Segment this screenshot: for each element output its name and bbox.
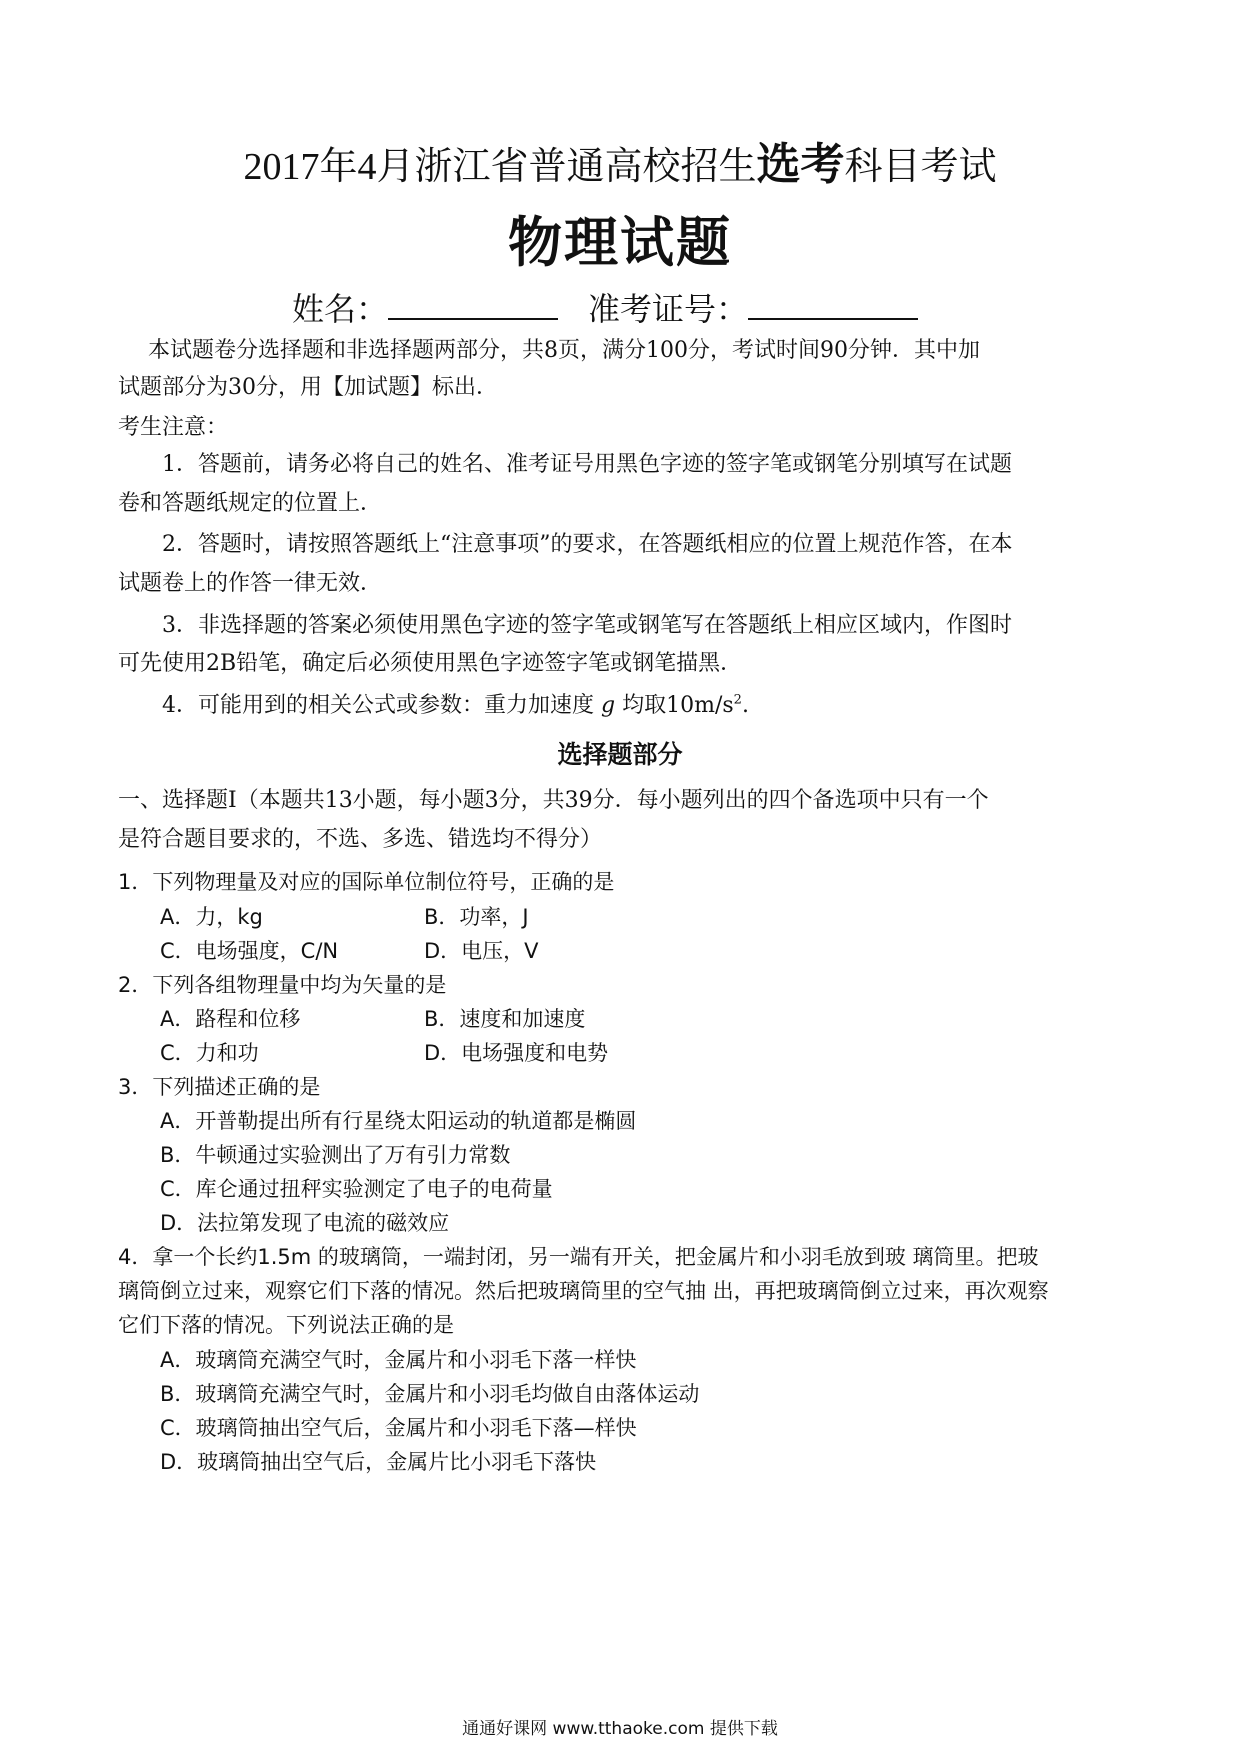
question-1-option-b: B．功率，J bbox=[424, 905, 529, 929]
exam-title bbox=[0, 128, 1240, 192]
question-3-option-c: C．库仑通过扭秤实验测定了电子的电荷量 bbox=[160, 1177, 553, 1201]
question-2-stem: 2．下列各组物理量中均为矢量的是 bbox=[118, 973, 447, 997]
question-4-option-a: A．玻璃筒充满空气时，金属片和小羽毛下落一样快 bbox=[160, 1348, 637, 1372]
question-4-stem-line-3: 它们下落的情况。下列说法正确的是 bbox=[118, 1313, 454, 1337]
intro-line-2: 试题部分为30分，用【加试题】标出． bbox=[118, 375, 498, 400]
title-part2: 科目考试 bbox=[844, 146, 997, 188]
candidate-fields bbox=[292, 284, 918, 330]
question-4-option-b: B．玻璃筒充满空气时，金属片和小羽毛均做自由落体运动 bbox=[160, 1382, 700, 1406]
footer-download-note: 通通好课网 www.tthaoke.com 提供下载 bbox=[462, 1719, 778, 1739]
question-2-option-a: A．路程和位移 bbox=[160, 1007, 301, 1031]
question-2-option-b: B．速度和加速度 bbox=[424, 1007, 586, 1031]
notice-item-4 bbox=[162, 688, 749, 719]
id-blank bbox=[748, 294, 918, 320]
question-1-option-a: A．力，kg bbox=[160, 905, 263, 929]
title-part1: 2017年4月浙江省普通高校招生 bbox=[243, 146, 757, 188]
question-1-option-d: D．电压，V bbox=[424, 939, 539, 963]
notice-item-3-line-1: 3．非选择题的答案必须使用黑色字迹的签字笔或钢笔写在答题纸上相应区域内，作图时 bbox=[162, 613, 1012, 638]
question-2-option-c: C．力和功 bbox=[160, 1041, 259, 1065]
notice-item-4-text: 4．可能用到的相关公式或参数：重力加速度 bbox=[162, 693, 594, 718]
gravity-symbol: g bbox=[601, 693, 616, 718]
notice-item-2-line-2: 试题卷上的作答一律无效． bbox=[118, 571, 383, 596]
question-1-option-c: C．电场强度，C/N bbox=[160, 939, 339, 963]
question-3-option-b: B．牛顿通过实验测出了万有引力常数 bbox=[160, 1143, 511, 1167]
notice-item-1-line-1: 1．答题前，请务必将自己的姓名、准考证号用黑色字迹的签字笔或钢笔分别填写在试题 bbox=[162, 452, 1012, 477]
subject-title: 物理试题 bbox=[508, 211, 732, 274]
question-3-option-a: A．开普勒提出所有行星绕太阳运动的轨道都是椭圆 bbox=[160, 1109, 637, 1133]
notice-heading: 考生注意： bbox=[118, 415, 229, 440]
question-4-stem-line-1: 4．拿一个长约1.5m 的玻璃筒，一端封闭，另一端有开关，把金属片和小羽毛放到玻 璃筒里。把玻 bbox=[118, 1245, 1039, 1269]
name-blank bbox=[388, 294, 558, 320]
question-1-stem: 1．下列物理量及对应的国际单位制位符号，正确的是 bbox=[118, 870, 615, 894]
intro-line-1: 本试题卷分选择题和非选择题两部分，共8页，满分100分，考试时间90分钟．其中加 bbox=[148, 338, 980, 363]
notice-item-1-line-2: 卷和答题纸规定的位置上． bbox=[118, 491, 383, 516]
section-title: 选择题部分 bbox=[557, 740, 683, 769]
question-4-stem-line-2: 璃筒倒立过来，观察它们下落的情况。然后把玻璃筒里的空气抽 出，再把玻璃筒倒立过来，再次观察 bbox=[118, 1279, 1049, 1303]
notice-item-3-line-2: 可先使用2B铅笔，确定后必须使用黑色字迹签字笔或钢笔描黑． bbox=[118, 651, 743, 676]
notice-item-4-end: . bbox=[741, 693, 749, 718]
notice-item-4-sup: 2 bbox=[733, 692, 742, 708]
question-2-option-d: D．电场强度和电势 bbox=[424, 1041, 609, 1065]
part1-instructions-line-1: 一、选择题Ⅰ（本题共13小题，每小题3分，共39分．每小题列出的四个备选项中只有一个 bbox=[118, 788, 989, 813]
notice-item-2-line-1: 2．答题时，请按照答题纸上“注意事项”的要求，在答题纸相应的位置上规范作答，在本 bbox=[162, 532, 1013, 557]
title-bold: 选考 bbox=[756, 139, 845, 190]
part1-instructions-line-2: 是符合题目要求的，不选、多选、错选均不得分） bbox=[118, 827, 603, 852]
question-4-option-d: D．玻璃筒抽出空气后，金属片比小羽毛下落快 bbox=[160, 1450, 597, 1474]
question-3-stem: 3．下列描述正确的是 bbox=[118, 1075, 321, 1099]
name-label: 姓名： bbox=[292, 290, 389, 328]
question-3-option-d: D．法拉第发现了电流的磁效应 bbox=[160, 1211, 450, 1235]
question-4-option-c: C．玻璃筒抽出空气后，金属片和小羽毛下落—样快 bbox=[160, 1416, 637, 1440]
id-label: 准考证号： bbox=[588, 290, 749, 328]
notice-item-4-text2: 均取10m/s bbox=[622, 693, 734, 718]
